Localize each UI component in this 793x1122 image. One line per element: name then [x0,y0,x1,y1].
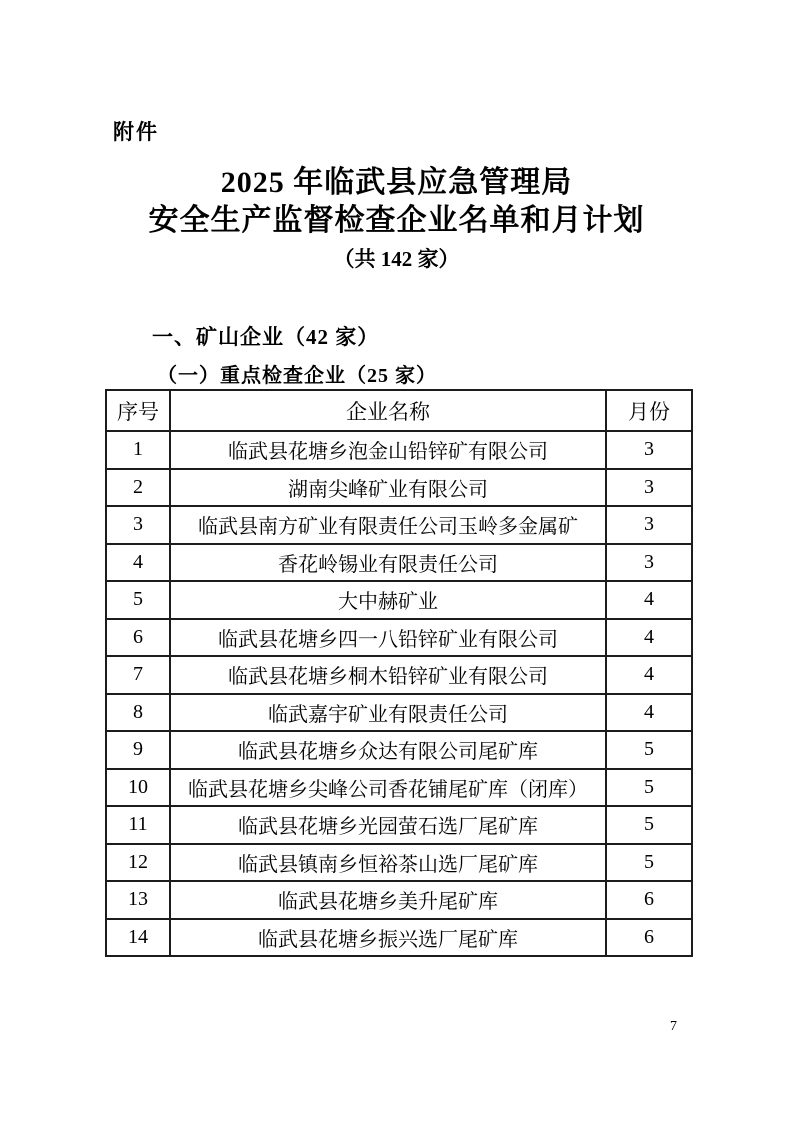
cell-month: 5 [606,769,692,807]
column-header-enterprise-name: 企业名称 [170,390,606,431]
cell-month: 5 [606,731,692,769]
table-row [106,469,692,507]
cell-enterprise-name: 临武县花塘乡桐木铅锌矿业有限公司 [170,656,606,694]
section-heading-mining-enterprises: 一、矿山企业（42 家） [152,325,380,349]
cell-serial-number: 8 [106,694,170,732]
cell-serial-number: 7 [106,656,170,694]
cell-enterprise-name: 临武嘉宇矿业有限责任公司 [170,694,606,732]
cell-enterprise-name: 临武县花塘乡尖峰公司香花铺尾矿库（闭库） [170,769,606,807]
cell-month: 4 [606,694,692,732]
cell-enterprise-name: 大中赫矿业 [170,581,606,619]
cell-enterprise-name: 湖南尖峰矿业有限公司 [170,469,606,507]
cell-serial-number: 12 [106,844,170,882]
table-row [106,806,692,844]
document-title-line2: 安全生产监督检查企业名单和月计划 [148,204,645,237]
cell-serial-number: 9 [106,731,170,769]
table-header-row [106,390,692,431]
table-row [106,881,692,919]
cell-serial-number: 6 [106,619,170,657]
table-row [106,919,692,957]
cell-month: 3 [606,431,692,469]
document-subtitle-total-count: （共 142 家） [333,247,460,271]
cell-enterprise-name: 临武县花塘乡美升尾矿库 [170,881,606,919]
cell-month: 4 [606,656,692,694]
cell-month: 3 [606,506,692,544]
cell-month: 4 [606,581,692,619]
cell-month: 4 [606,619,692,657]
cell-month: 5 [606,806,692,844]
cell-month: 3 [606,544,692,582]
table-row [106,581,692,619]
table-row [106,506,692,544]
table-row [106,656,692,694]
column-header-month: 月份 [606,390,692,431]
cell-serial-number: 10 [106,769,170,807]
cell-enterprise-name: 临武县花塘乡众达有限公司尾矿库 [170,731,606,769]
cell-serial-number: 1 [106,431,170,469]
table-row [106,731,692,769]
cell-month: 6 [606,881,692,919]
page-number: 7 [670,1019,677,1034]
cell-enterprise-name: 香花岭锡业有限责任公司 [170,544,606,582]
table-row [106,544,692,582]
cell-month: 5 [606,844,692,882]
inspection-table [105,389,693,957]
table-row [106,694,692,732]
cell-serial-number: 3 [106,506,170,544]
cell-enterprise-name: 临武县花塘乡四一八铅锌矿业有限公司 [170,619,606,657]
table-row [106,769,692,807]
document-title-line1: 2025 年临武县应急管理局 [220,166,573,199]
table-row [106,619,692,657]
cell-serial-number: 2 [106,469,170,507]
cell-month: 6 [606,919,692,957]
cell-enterprise-name: 临武县镇南乡恒裕茶山选厂尾矿库 [170,844,606,882]
cell-enterprise-name: 临武县花塘乡光园萤石选厂尾矿库 [170,806,606,844]
cell-serial-number: 13 [106,881,170,919]
cell-enterprise-name: 临武县南方矿业有限责任公司玉岭多金属矿 [170,506,606,544]
subsection-heading-key-inspection: （一）重点检查企业（25 家） [157,365,437,387]
table-row [106,844,692,882]
column-header-serial-number: 序号 [106,390,170,431]
cell-serial-number: 4 [106,544,170,582]
cell-serial-number: 11 [106,806,170,844]
table-row [106,431,692,469]
cell-enterprise-name: 临武县花塘乡泡金山铅锌矿有限公司 [170,431,606,469]
attachment-label: 附件 [113,120,159,144]
table-body [106,431,692,956]
cell-serial-number: 14 [106,919,170,957]
cell-enterprise-name: 临武县花塘乡振兴选厂尾矿库 [170,919,606,957]
cell-month: 3 [606,469,692,507]
cell-serial-number: 5 [106,581,170,619]
